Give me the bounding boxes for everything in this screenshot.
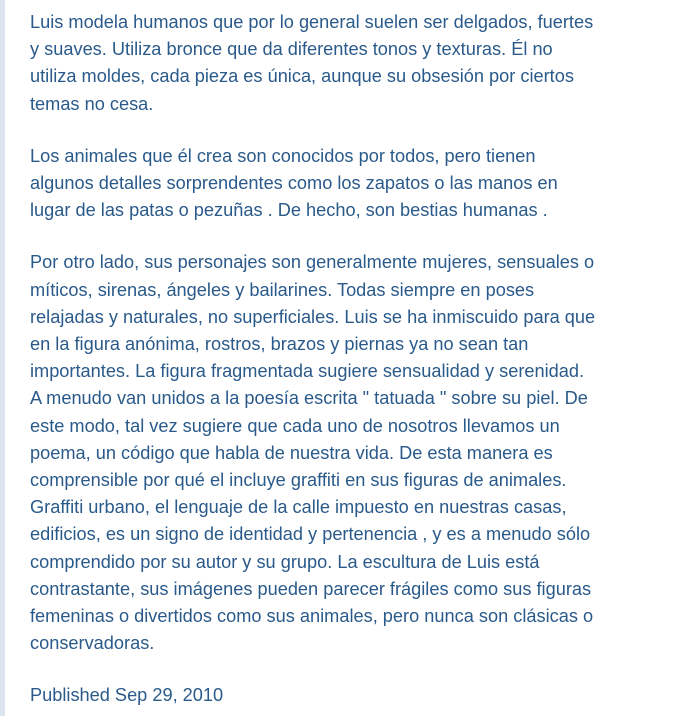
text-line: conservadoras.: [30, 633, 155, 654]
text-line: poema, un código que habla de nuestra vida. De esta manera es: [30, 442, 553, 463]
text-line: y suaves. Utiliza bronce que da diferentes tonos y texturas. Él no: [30, 39, 553, 60]
text-line: Luis modela humanos que por lo general suelen ser delgados, fuertes: [30, 12, 594, 32]
paragraph-animals: [30, 143, 690, 225]
text-line: utiliza moldes, cada pieza es única, aunque su obsesión por ciertos: [30, 66, 574, 87]
text-line: relajadas y naturales, no superficiales. Luis se ha inmiscuido para que: [30, 306, 596, 327]
text-line: Los animales que él crea son conocidos por todos, pero tienen: [30, 145, 536, 166]
text-line: en la figura anónima, rostros, brazos y piernas ya no sean tan: [30, 334, 529, 355]
text-line: edificios, es un signo de identidad y pertenencia , y es a menudo sólo: [30, 524, 591, 545]
text-line: contrastante, sus imágenes pueden parecer frágiles como sus figuras: [30, 578, 592, 599]
text-line: femeninas o divertidos como sus animales, pero nunca son clásicas o: [30, 606, 594, 627]
text-line: lugar de las patas o pezuñas . De hecho, son bestias humanas .: [30, 200, 548, 221]
text-line: temas no cesa.: [30, 93, 154, 114]
text-line: A menudo van unidos a la poesía escrita " tatuada " sobre su piel. De: [30, 388, 588, 409]
text-line: importantes. La figura fragmentada sugiere sensualidad y serenidad.: [30, 361, 585, 382]
text-line: comprendido por su autor y su grupo. La escultura de Luis está: [30, 551, 540, 572]
text-line: Por otro lado, sus personajes son generalmente mujeres, sensuales o: [30, 252, 595, 273]
text-line: míticos, sirenas, ángeles y bailarines. Todas siempre en poses: [30, 279, 535, 300]
article-body: [30, 9, 690, 710]
text-line: Graffiti urbano, el lenguaje de la calle impuesto en nuestras casas,: [30, 497, 567, 518]
paragraph-sculpture-humans: [30, 9, 690, 118]
text-line: comprensible por qué el incluye graffiti en sus figuras de animales.: [30, 470, 567, 491]
text-line: este modo, tal vez sugiere que cada uno de nosotros llevamos un: [30, 415, 560, 436]
left-border-rule: [0, 0, 5, 716]
paragraph-characters: [30, 249, 690, 657]
text-line: algunos detalles sorprendentes como los zapatos o las manos en: [30, 173, 558, 194]
published-date: Published Sep 29, 2010: [30, 685, 224, 706]
